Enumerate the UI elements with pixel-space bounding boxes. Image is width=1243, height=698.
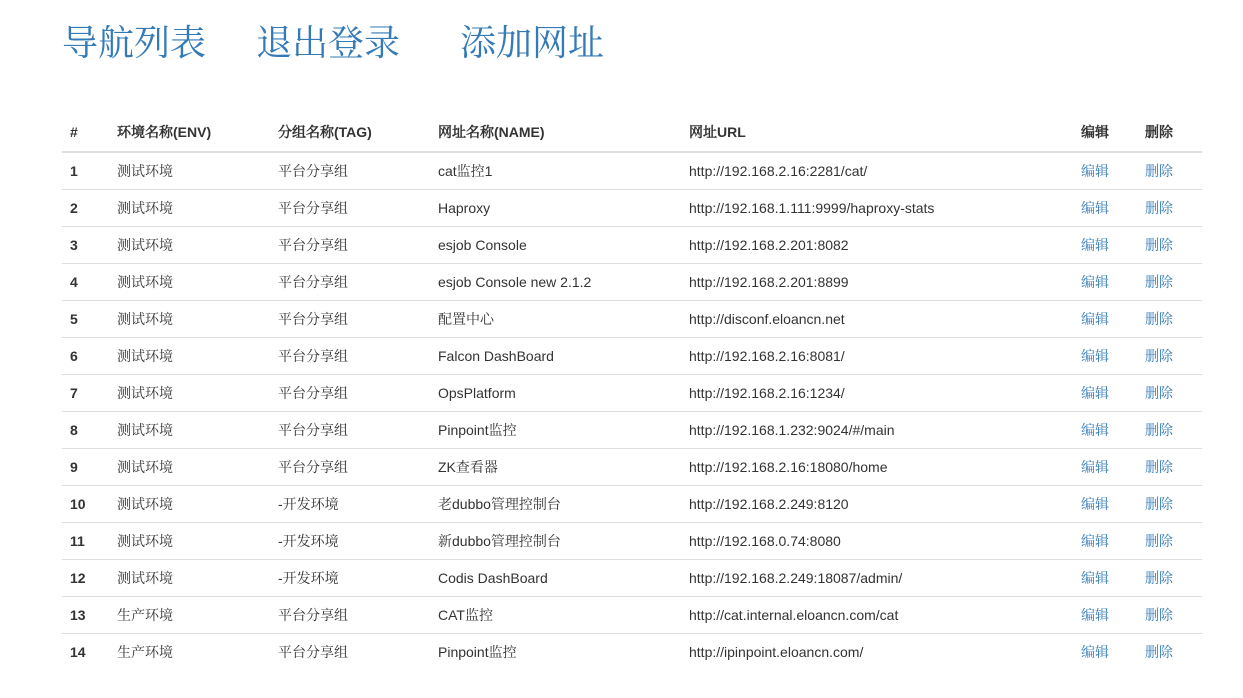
row-delete-cell — [1137, 559, 1202, 596]
row-env: 测试环境 — [109, 152, 270, 189]
row-url: http://192.168.0.74:8080 — [681, 522, 1073, 559]
table-row — [62, 522, 1202, 559]
edit-link[interactable]: 编辑 — [1081, 310, 1109, 327]
row-edit-cell — [1073, 226, 1137, 263]
table-row — [62, 374, 1202, 411]
header-index: # — [62, 113, 109, 152]
row-url: http://192.168.1.111:9999/haproxy-stats — [681, 189, 1073, 226]
row-delete-cell — [1137, 374, 1202, 411]
row-tag: -开发环境 — [270, 559, 430, 596]
row-env: 测试环境 — [109, 300, 270, 337]
row-index: 1 — [62, 152, 109, 189]
row-index: 3 — [62, 226, 109, 263]
row-edit-cell — [1073, 300, 1137, 337]
edit-link[interactable]: 编辑 — [1081, 421, 1109, 438]
row-name: Falcon DashBoard — [430, 337, 681, 374]
row-edit-cell — [1073, 448, 1137, 485]
row-tag: 平台分享组 — [270, 411, 430, 448]
row-name: 老dubbo管理控制台 — [430, 485, 681, 522]
delete-link[interactable]: 删除 — [1145, 310, 1173, 327]
delete-link[interactable]: 删除 — [1145, 606, 1173, 623]
row-env: 测试环境 — [109, 189, 270, 226]
row-index: 13 — [62, 596, 109, 633]
row-env: 生产环境 — [117, 643, 173, 660]
row-delete-cell — [1137, 337, 1202, 374]
row-url: http://disconf.eloancn.net — [681, 300, 1073, 337]
row-tag: 平台分享组 — [270, 263, 430, 300]
delete-link[interactable]: 删除 — [1145, 347, 1173, 364]
row-delete-cell — [1137, 633, 1202, 670]
row-index: 4 — [62, 263, 109, 300]
table-row — [62, 300, 1202, 337]
edit-link[interactable]: 编辑 — [1081, 199, 1109, 216]
row-url: http://192.168.2.16:2281/cat/ — [681, 152, 1073, 189]
delete-link[interactable]: 删除 — [1145, 458, 1173, 475]
table-row — [62, 559, 1202, 596]
row-name: ZK查看器 — [430, 448, 681, 485]
header-env: 环境名称(ENV) — [109, 113, 270, 152]
edit-link[interactable]: 编辑 — [1081, 495, 1109, 512]
table-row — [62, 485, 1202, 522]
row-url: http://192.168.2.16:1234/ — [681, 374, 1073, 411]
edit-link[interactable]: 编辑 — [1081, 458, 1109, 475]
header-url: 网址URL — [681, 113, 1073, 152]
edit-link[interactable]: 编辑 — [1081, 643, 1109, 660]
row-delete-cell — [1137, 189, 1202, 226]
header-edit: 编辑 — [1073, 113, 1137, 152]
delete-link[interactable]: 删除 — [1145, 273, 1173, 290]
row-edit-cell — [1073, 411, 1137, 448]
row-index: 14 — [70, 643, 86, 660]
row-index: 11 — [62, 522, 109, 559]
row-tag: 平台分享组 — [270, 300, 430, 337]
row-name: esjob Console — [430, 226, 681, 263]
row-delete-cell — [1137, 263, 1202, 300]
delete-link[interactable]: 删除 — [1145, 421, 1173, 438]
row-env: 生产环境 — [109, 596, 270, 633]
row-tag: -开发环境 — [270, 522, 430, 559]
row-edit-cell — [1073, 263, 1137, 300]
row-env: 测试环境 — [109, 522, 270, 559]
row-name: Haproxy — [430, 189, 681, 226]
row-env: 测试环境 — [109, 559, 270, 596]
row-name: OpsPlatform — [430, 374, 681, 411]
header-row — [62, 113, 1202, 152]
row-url: http://ipinpoint.eloancn.com/ — [689, 643, 864, 660]
row-name: CAT监控 — [430, 596, 681, 633]
top-nav — [62, 20, 604, 68]
edit-link[interactable]: 编辑 — [1081, 347, 1109, 364]
row-name: 配置中心 — [430, 300, 681, 337]
row-env: 测试环境 — [109, 485, 270, 522]
row-url: http://192.168.1.232:9024/#/main — [681, 411, 1073, 448]
edit-link[interactable]: 编辑 — [1081, 162, 1109, 179]
delete-link[interactable]: 删除 — [1145, 162, 1173, 179]
row-index: 6 — [62, 337, 109, 374]
row-edit-cell — [1073, 633, 1137, 670]
row-env: 测试环境 — [109, 411, 270, 448]
delete-link[interactable]: 删除 — [1145, 532, 1173, 549]
row-env: 测试环境 — [109, 226, 270, 263]
edit-link[interactable]: 编辑 — [1081, 273, 1109, 290]
edit-link[interactable]: 编辑 — [1081, 236, 1109, 253]
row-edit-cell — [1073, 522, 1137, 559]
row-name: Pinpoint监控 — [438, 643, 517, 660]
edit-link[interactable]: 编辑 — [1081, 532, 1109, 549]
table-row — [62, 337, 1202, 374]
row-name: esjob Console new 2.1.2 — [430, 263, 681, 300]
url-table — [62, 113, 1202, 670]
row-env: 测试环境 — [109, 263, 270, 300]
table-row — [62, 633, 1202, 670]
row-edit-cell — [1073, 596, 1137, 633]
row-tag: 平台分享组 — [270, 226, 430, 263]
edit-link[interactable]: 编辑 — [1081, 606, 1109, 623]
row-delete-cell — [1137, 152, 1202, 189]
delete-link[interactable]: 删除 — [1145, 236, 1173, 253]
row-delete-cell — [1137, 300, 1202, 337]
row-url: http://192.168.2.16:18080/home — [681, 448, 1073, 485]
row-delete-cell — [1137, 411, 1202, 448]
table-row — [62, 263, 1202, 300]
table-row — [62, 152, 1202, 189]
row-index: 12 — [62, 559, 109, 596]
table-header — [62, 113, 1202, 152]
row-edit-cell — [1073, 485, 1137, 522]
delete-link[interactable]: 删除 — [1145, 495, 1173, 512]
row-name: cat监控1 — [430, 152, 681, 189]
nav-link-add-url[interactable]: 添加网址 — [460, 23, 605, 64]
row-tag: 平台分享组 — [270, 448, 430, 485]
row-tag: 平台分享组 — [278, 643, 348, 660]
row-edit-cell — [1073, 152, 1137, 189]
row-tag: 平台分享组 — [270, 152, 430, 189]
edit-link[interactable]: 编辑 — [1081, 569, 1109, 586]
table-row — [62, 411, 1202, 448]
row-edit-cell — [1073, 559, 1137, 596]
row-url: http://cat.internal.eloancn.com/cat — [681, 596, 1073, 633]
row-env: 测试环境 — [109, 374, 270, 411]
row-url: http://192.168.2.16:8081/ — [681, 337, 1073, 374]
edit-link[interactable]: 编辑 — [1081, 384, 1109, 401]
table-row — [62, 226, 1202, 263]
row-index: 5 — [62, 300, 109, 337]
row-delete-cell — [1137, 226, 1202, 263]
row-delete-cell — [1137, 596, 1202, 633]
row-index: 10 — [62, 485, 109, 522]
row-index: 8 — [62, 411, 109, 448]
header-name: 网址名称(NAME) — [430, 113, 681, 152]
row-url: http://192.168.2.249:8120 — [681, 485, 1073, 522]
row-delete-cell — [1137, 448, 1202, 485]
table-row — [62, 596, 1202, 633]
row-delete-cell — [1137, 485, 1202, 522]
row-index: 2 — [62, 189, 109, 226]
row-name: Codis DashBoard — [430, 559, 681, 596]
delete-link[interactable]: 删除 — [1145, 643, 1173, 660]
header-delete: 删除 — [1137, 113, 1202, 152]
nav-link-logout[interactable]: 退出登录 — [256, 23, 401, 64]
row-url: http://192.168.2.201:8899 — [681, 263, 1073, 300]
header-tag: 分组名称(TAG) — [270, 113, 430, 152]
row-tag: 平台分享组 — [270, 374, 430, 411]
row-index: 9 — [62, 448, 109, 485]
row-name: 新dubbo管理控制台 — [430, 522, 681, 559]
row-tag: 平台分享组 — [270, 189, 430, 226]
delete-link[interactable]: 删除 — [1145, 384, 1173, 401]
row-tag: 平台分享组 — [270, 337, 430, 374]
delete-link[interactable]: 删除 — [1145, 569, 1173, 586]
row-edit-cell — [1073, 374, 1137, 411]
nav-link-list[interactable]: 导航列表 — [62, 23, 207, 64]
table-row — [62, 189, 1202, 226]
row-url: http://192.168.2.249:18087/admin/ — [681, 559, 1073, 596]
row-tag: -开发环境 — [270, 485, 430, 522]
row-edit-cell — [1073, 189, 1137, 226]
table-row — [62, 448, 1202, 485]
row-tag: 平台分享组 — [270, 596, 430, 633]
delete-link[interactable]: 删除 — [1145, 199, 1173, 216]
row-name: Pinpoint监控 — [430, 411, 681, 448]
row-edit-cell — [1073, 337, 1137, 374]
row-delete-cell — [1137, 522, 1202, 559]
table-body — [62, 152, 1202, 670]
row-url: http://192.168.2.201:8082 — [681, 226, 1073, 263]
row-index: 7 — [62, 374, 109, 411]
row-env: 测试环境 — [109, 448, 270, 485]
row-env: 测试环境 — [109, 337, 270, 374]
